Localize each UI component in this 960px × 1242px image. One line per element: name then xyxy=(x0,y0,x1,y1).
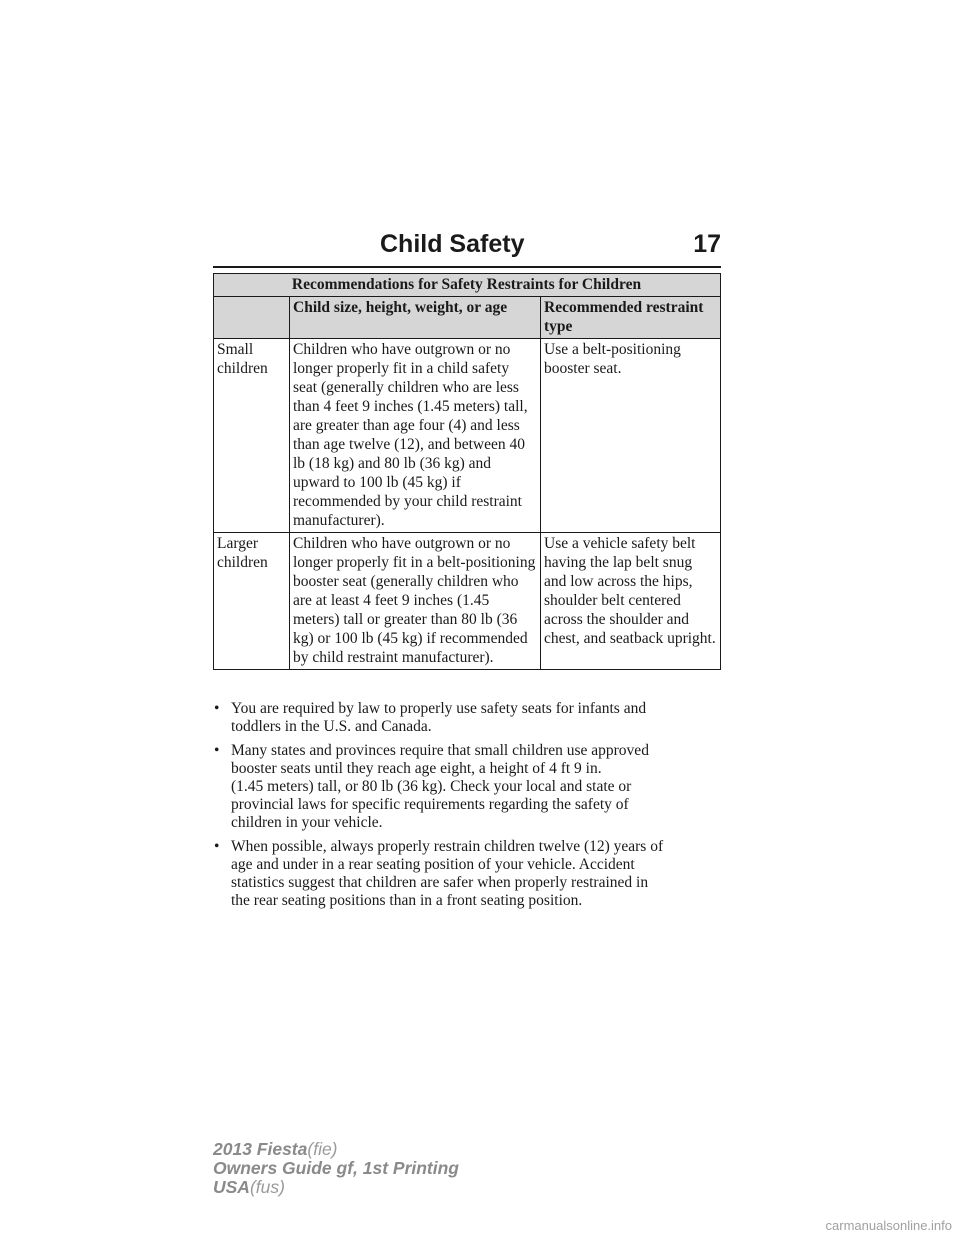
table-row xyxy=(214,339,721,533)
footer-model: 2013 Fiesta xyxy=(213,1139,308,1159)
footer-market: USA xyxy=(213,1177,250,1197)
row-restraint-type: Use a belt-positioning booster seat. xyxy=(541,339,721,533)
bullet-list xyxy=(213,700,721,916)
table-row xyxy=(214,533,721,670)
footer-line-model xyxy=(213,1140,459,1159)
row-category: Small children xyxy=(214,339,290,533)
bullet-icon: • xyxy=(214,700,220,717)
section-title: Child Safety xyxy=(380,230,525,258)
page-number: 17 xyxy=(693,230,721,258)
list-item-text: You are required by law to properly use safety seats for infants and toddlers in the U.S. and Canada. xyxy=(231,700,647,735)
row-child-size: Children who have outgrown or no longer properly fit in a belt-positioning booster seat (generally children who are at least 4 feet 9 inches (1.45 meters) tall or greater than 80 lb (36 kg) or 100 lb (45 kg) if recommended by child restraint manufacturer). xyxy=(290,533,541,670)
document-footer xyxy=(213,1140,459,1197)
footer-line-guide xyxy=(213,1159,459,1178)
watermark: carmanualsonline.info xyxy=(825,1218,952,1233)
footer-market-code: (fus) xyxy=(249,1177,285,1197)
page-header xyxy=(213,226,721,268)
table-caption: Recommendations for Safety Restraints for Children xyxy=(214,274,721,297)
column-header-child-size: Child size, height, weight, or age xyxy=(290,297,541,339)
bullet-icon: • xyxy=(214,838,220,855)
column-header-restraint-type: Recommended restraint type xyxy=(541,297,721,339)
list-item-text: Many states and provinces require that small children use approved booster seats until they reach age eight, a height of 4 ft 9 in. (1.45 meters) tall, or 80 lb (36 kg). Check your local and state or provincial laws for specific requirements regarding the safety of children in your vehicle. xyxy=(231,742,649,831)
footer-model-code: (fie) xyxy=(307,1139,338,1159)
list-item xyxy=(213,742,721,832)
footer-guide: Owners Guide gf, 1st Printing xyxy=(213,1158,459,1178)
restraint-recommendations-table xyxy=(213,273,721,670)
row-category: Larger children xyxy=(214,533,290,670)
list-item xyxy=(213,838,721,910)
list-item-text: When possible, always properly restrain children twelve (12) years of age and under in a rear seating position of your vehicle. Accident statistics suggest that children are safer when properly restrained in the rear seating positions than in a front seating position. xyxy=(231,838,664,909)
bullet-icon: • xyxy=(214,742,220,759)
row-child-size: Children who have outgrown or no longer properly fit in a child safety seat (generally children who are less than 4 feet 9 inches (1.45 meters) tall, are greater than age four (4) and less than age twelve (12), and between 40 lb (18 kg) and 80 lb (36 kg) and upward to 100 lb (45 kg) if recommended by your child restraint manufacturer). xyxy=(290,339,541,533)
row-restraint-type: Use a vehicle safety belt having the lap belt snug and low across the hips, shoulder belt centered across the shoulder and chest, and seatback upright. xyxy=(541,533,721,670)
column-header-category xyxy=(214,297,290,339)
footer-line-market xyxy=(213,1178,459,1197)
list-item xyxy=(213,700,721,736)
